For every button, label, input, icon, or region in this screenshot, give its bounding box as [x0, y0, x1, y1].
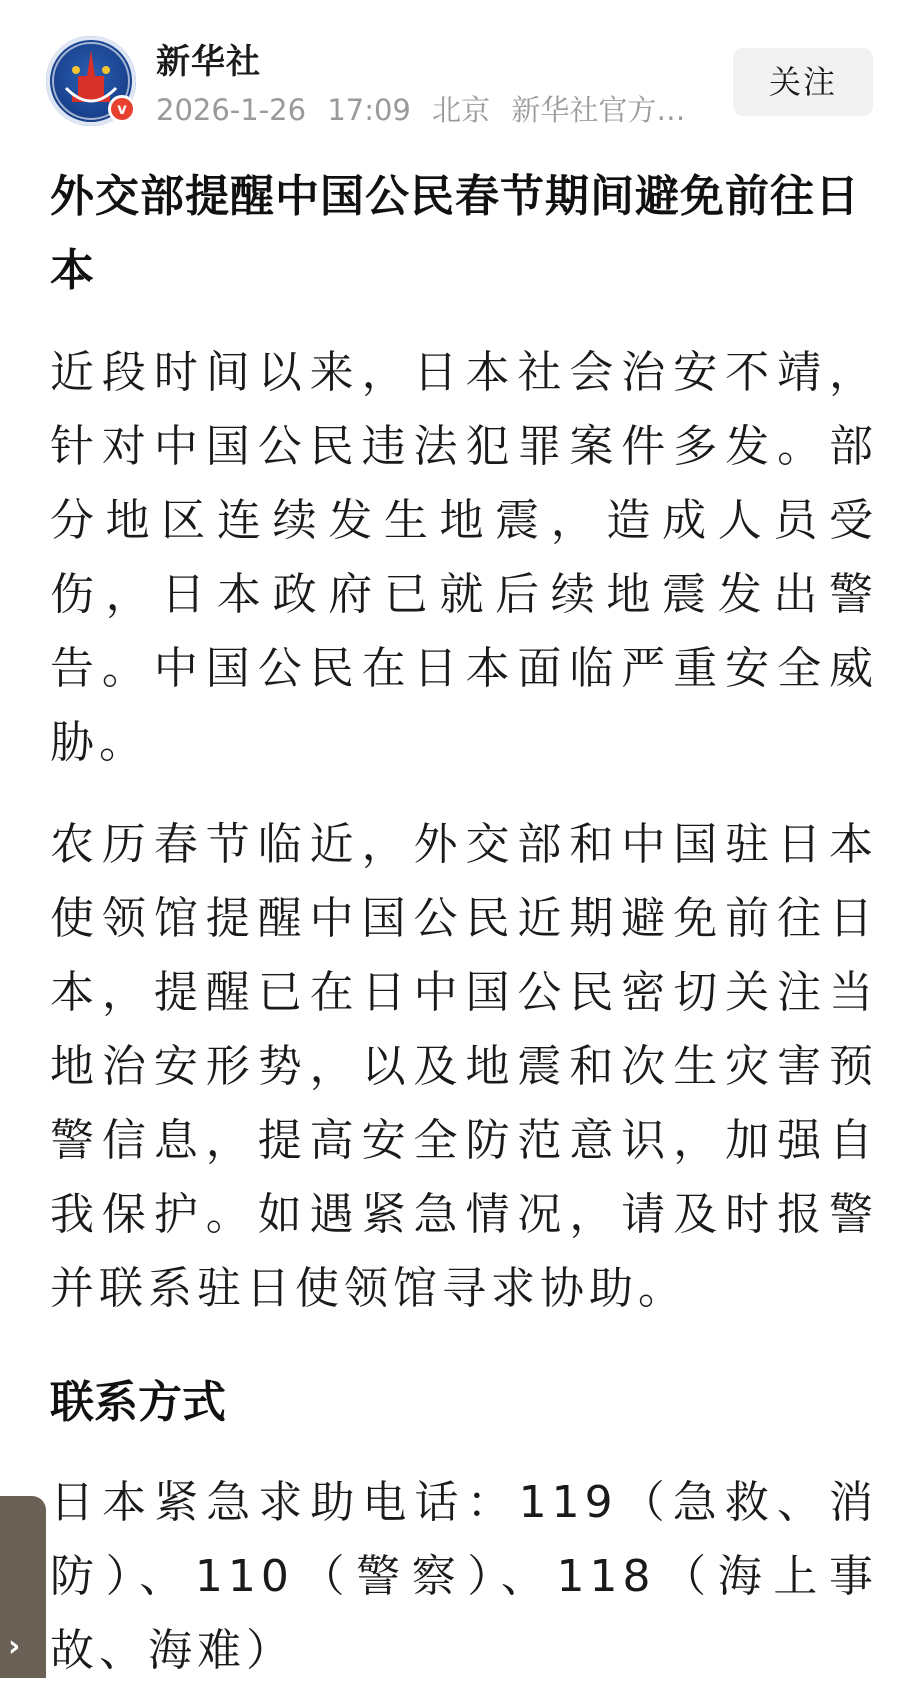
chevron-right-icon: ›	[8, 1629, 21, 1664]
account-name[interactable]: 新华社	[156, 42, 261, 82]
side-drawer-tab[interactable]	[0, 1496, 46, 1678]
post-location: 北京	[432, 93, 491, 127]
article-paragraph-2: 农历春节临近，外交部和中国驻日本使领馆提醒中国公民近期避免前往日本，提醒已在日中国公民密切关注当地治安形势，以及地震和次生灾害预警信息，提高安全防范意识，加强自我保护。如遇紧急情况，请及时报警并联系驻日使领馆寻求协助。	[50, 819, 878, 1314]
article-title: 外交部提醒中国公民春节期间避免前往日本	[50, 171, 860, 296]
post-source: 新华社官方…	[511, 93, 686, 127]
contact-text: 日本紧急求助电话：119（急救、消防）、110（警察）、118（海上事故、海难）	[50, 1477, 878, 1676]
article-body	[50, 160, 878, 1688]
post-time: 17:09	[327, 93, 411, 127]
post-date: 2026-1-26	[156, 93, 307, 127]
contact-heading: 联系方式	[50, 1377, 226, 1428]
post-header	[0, 0, 922, 140]
article-paragraph-1: 近段时间以来，日本社会治安不靖，针对中国公民违法犯罪案件多发。部分地区连续发生地震，造成人员受伤，日本政府已就后续地震发出警告。中国公民在日本面临严重安全威胁。	[50, 347, 878, 768]
verified-badge-icon: v	[108, 95, 136, 123]
post-meta	[156, 88, 697, 129]
follow-button[interactable]: 关注	[733, 48, 873, 116]
